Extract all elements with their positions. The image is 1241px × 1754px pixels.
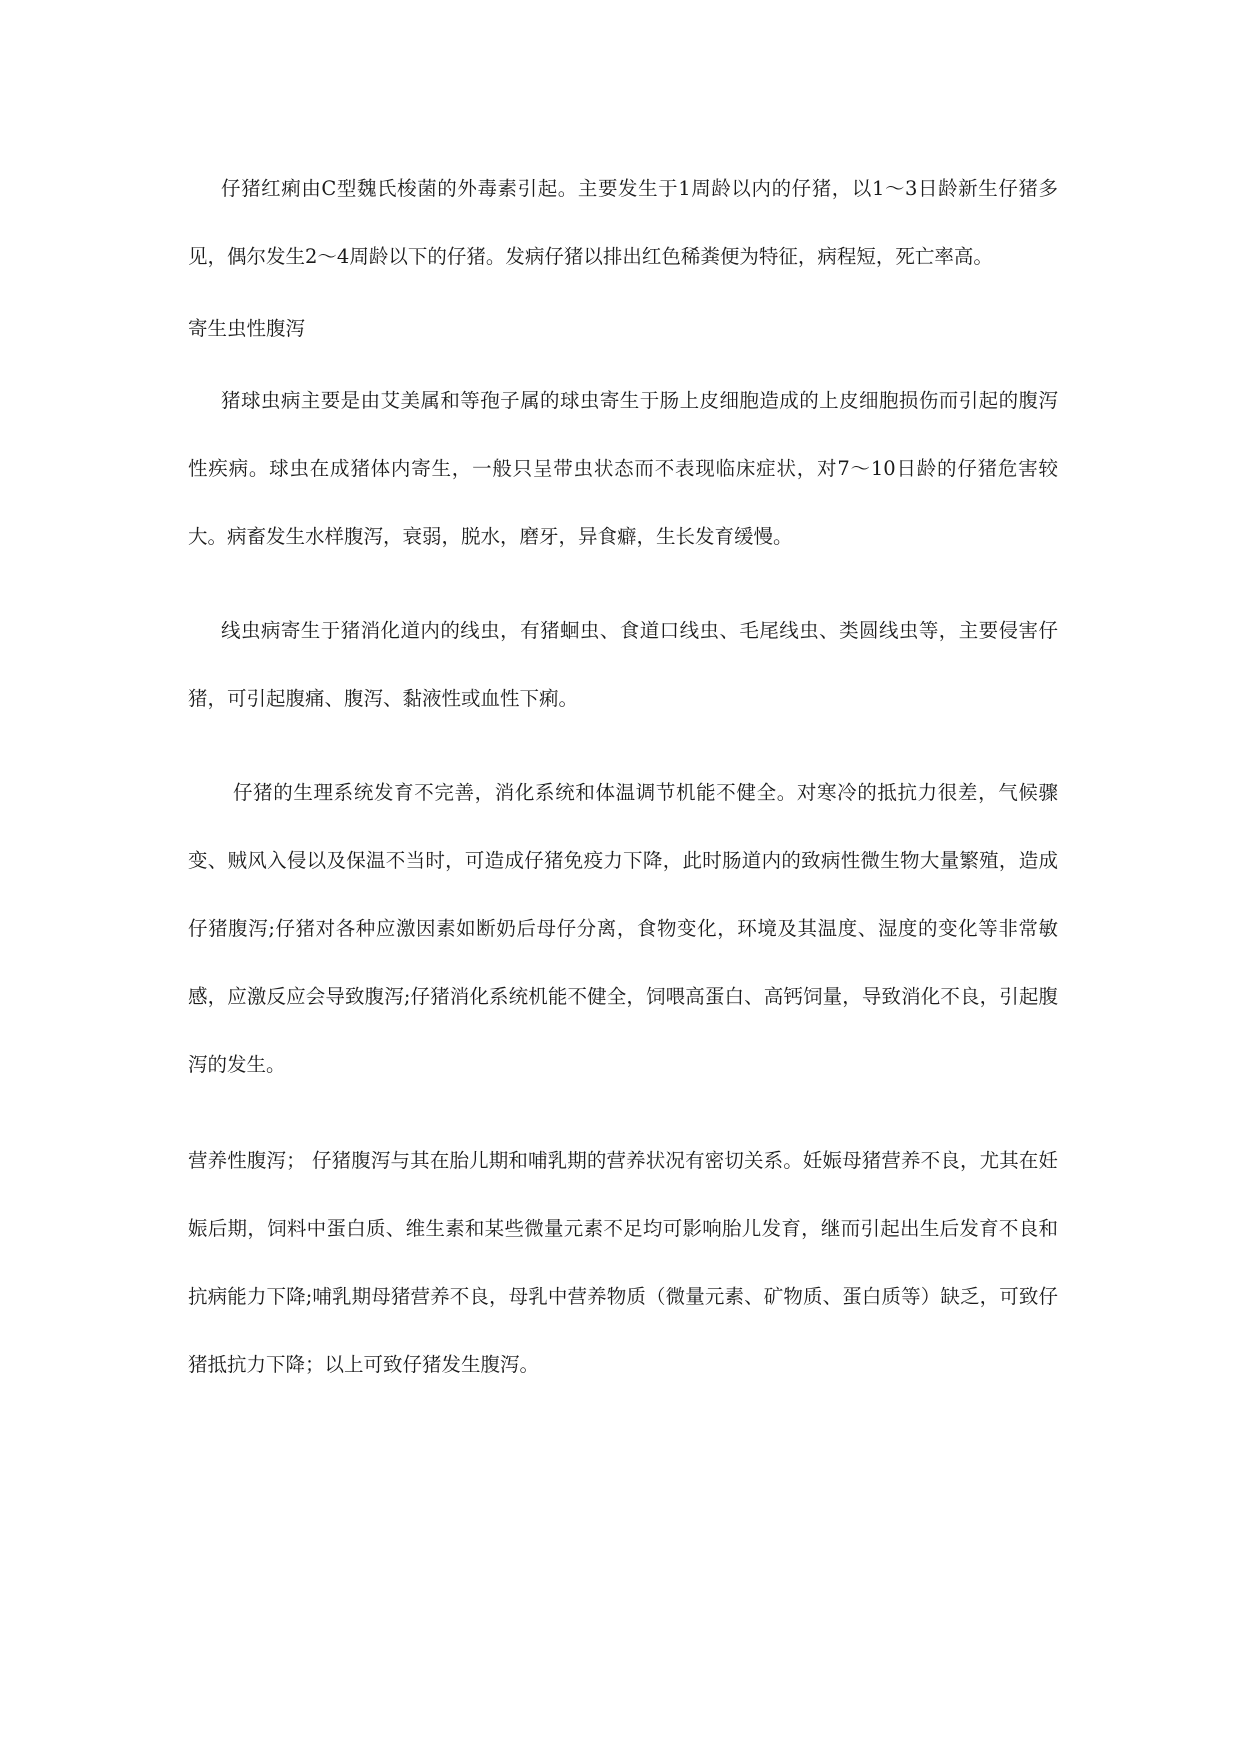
paragraph-physiological-causes: 仔猪的生理系统发育不完善，消化系统和体温调节机能不健全。对寒冷的抵抗力很差，气候骤变、贼风入侵以及保温不当时，可造成仔猪免疫力下降，此时肠道内的致病性微生物大量繁殖，造成仔猪腹泻;仔猪对各种应激因素如断奶后母仔分离，食物变化，环境及其温度、湿度的变化等非常敏感，应激反应会导致腹泻;仔猪消化系统机能不健全，饲喂高蛋白、高钙饲量，导致消化不良，引起腹泻的发生。 — [188, 781, 1058, 1076]
paragraph-piglet-red-dysentery: 仔猪红痢由C型魏氏梭菌的外毒素引起。主要发生于1周龄以内的仔猪，以1～3日龄新生仔猪多见，偶尔发生2～4周龄以下的仔猪。发病仔猪以排出红色稀粪便为特征，病程短，死亡率高。 — [188, 177, 1058, 268]
paragraph-nematode-disease: 线虫病寄生于猪消化道内的线虫，有猪蛔虫、食道口线虫、毛尾线虫、类圆线虫等，主要侵害仔猪，可引起腹痛、腹泻、黏液性或血性下痢。 — [188, 619, 1058, 710]
section-heading-parasitic-diarrhea: 寄生虫性腹泻 — [188, 317, 306, 340]
paragraph-nutritional-diarrhea: 营养性腹泻； 仔猪腹泻与其在胎儿期和哺乳期的营养状况有密切关系。妊娠母猪营养不良，尤其在妊娠后期，饲料中蛋白质、维生素和某些微量元素不足均可影响胎儿发育，继而引起出生后发育不良和抗病能力下降;哺乳期母猪营养不良，母乳中营养物质（微量元素、矿物质、蛋白质等）缺乏，可致仔猪抵抗力下降；以上可致仔猪发生腹泻。 — [188, 1149, 1058, 1376]
document-body — [188, 155, 1058, 1399]
paragraph-coccidiosis: 猪球虫病主要是由艾美属和等孢子属的球虫寄生于肠上皮细胞造成的上皮细胞损伤而引起的腹泻性疾病。球虫在成猪体内寄生，一般只呈带虫状态而不表现临床症状，对7～10日龄的仔猪危害较大。病畜发生水样腹泻，衰弱，脱水，磨牙，异食癖，生长发育缓慢。 — [188, 389, 1058, 548]
